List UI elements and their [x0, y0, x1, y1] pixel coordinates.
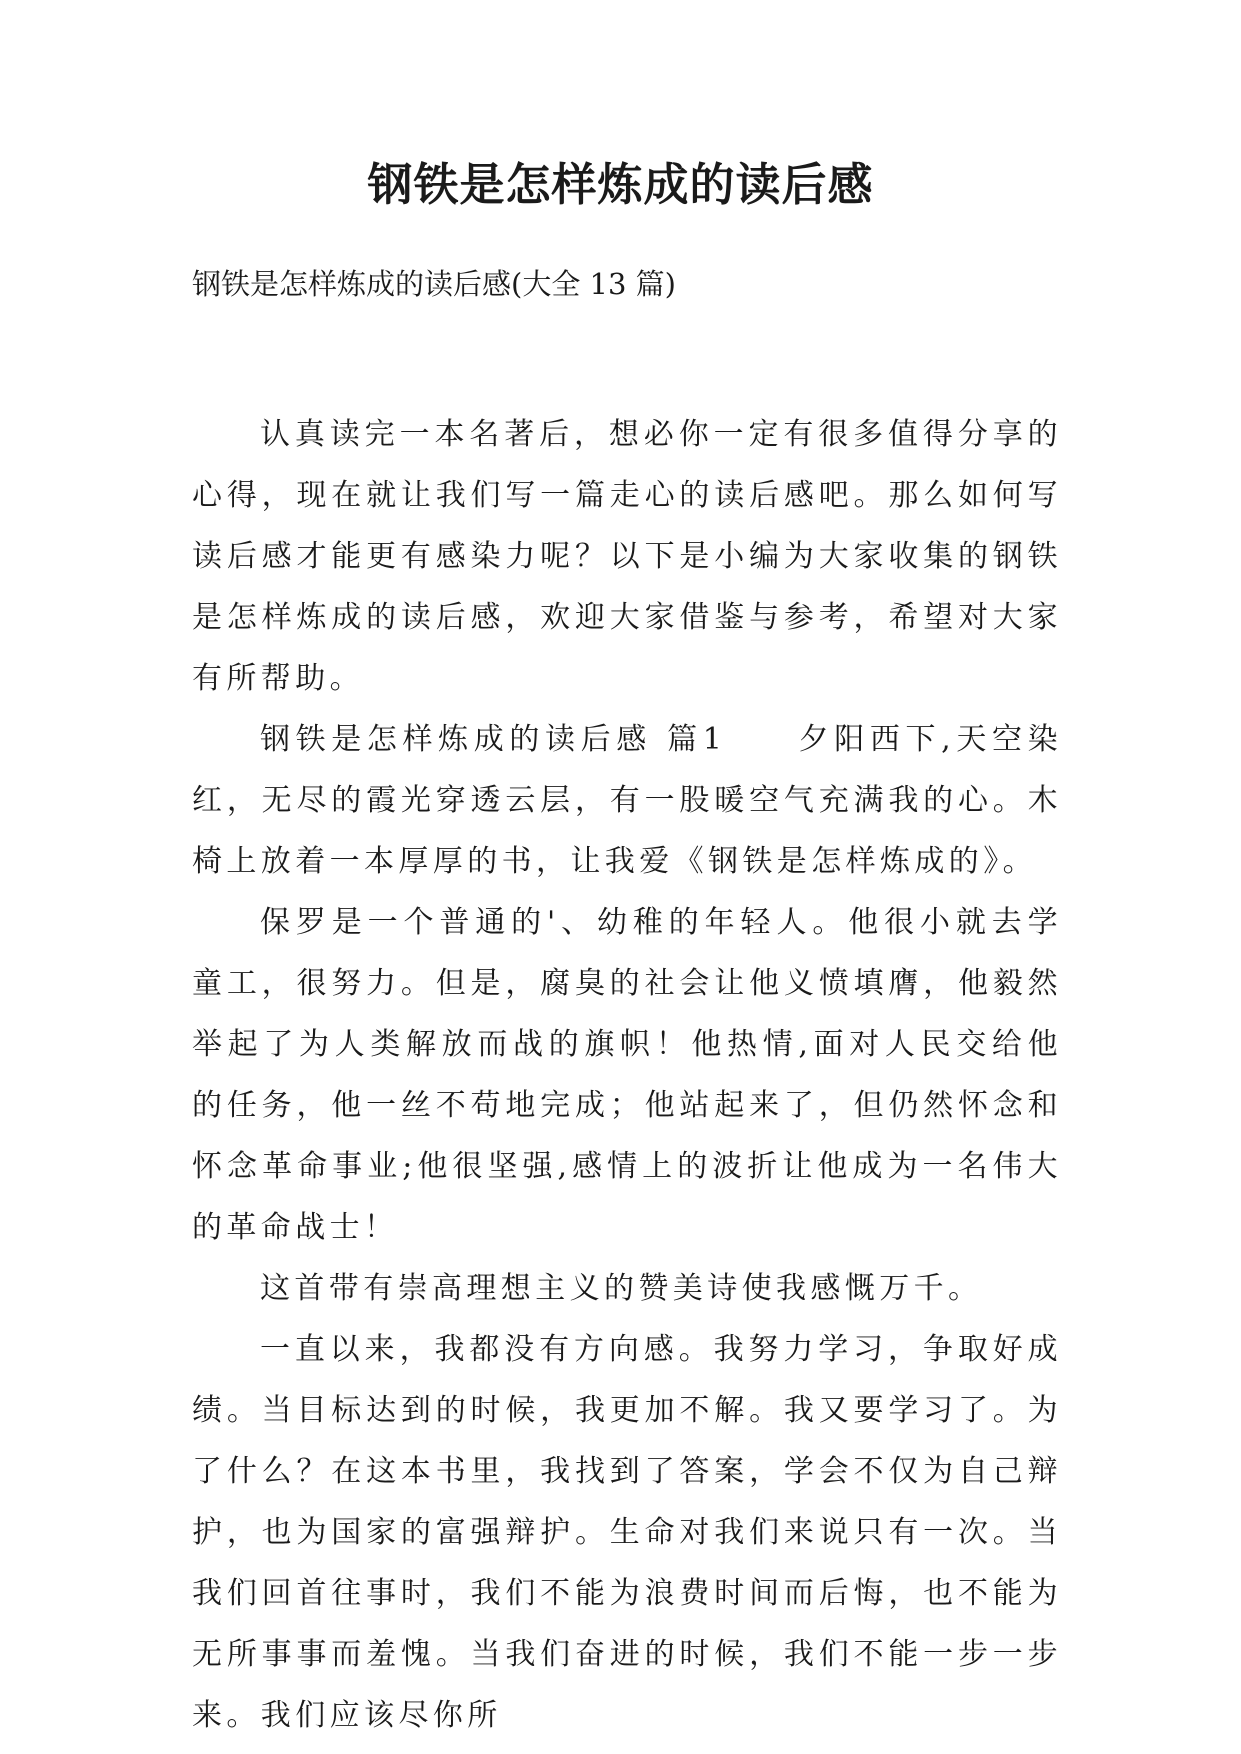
- paragraph-direction: 一直以来，我都没有方向感。我努力学习，争取好成绩。当目标达到的时候，我更加不解。我又要学习了。为了什么？在这本书里，我找到了答案，学会不仅为自己辩护，也为国家的富强辩护。生命对我们来说只有一次。当我们回首往事时，我们不能为浪费时间而后悔，也不能为无所事事而羞愧。当我们奋进的时候，我们不能一步一步来。我们应该尽你所: [192, 1332, 1062, 1733]
- paragraph-section-1-opening: 钢铁是怎样炼成的读后感 篇1 夕阳西下,天空染红，无尽的霞光穿透云层，有一股暖空气充满我的心。木椅上放着一本厚厚的书，让我爱《钢铁是怎样炼成的》。: [192, 722, 1062, 879]
- document-subtitle: 钢铁是怎样炼成的读后感(大全 13 篇): [192, 267, 676, 301]
- document-title: 钢铁是怎样炼成的读后感: [367, 158, 874, 211]
- document-body: [192, 404, 1062, 1746]
- paragraph-paul: 保罗是一个普通的'、幼稚的年轻人。他很小就去学童工，很努力。但是，腐臭的社会让他义愤填膺，他毅然举起了为人类解放而战的旗帜！他热情,面对人民交给他的任务，他一丝不苟地完成；他站起来了，但仍然怀念和怀念革命事业;他很坚强,感情上的波折让他成为一名伟大的革命战士！: [192, 905, 1062, 1245]
- paragraph-intro: 认真读完一本名著后，想必你一定有很多值得分享的心得，现在就让我们写一篇走心的读后感吧。那么如何写读后感才能更有感染力呢？以下是小编为大家收集的钢铁是怎样炼成的读后感，欢迎大家借鉴与参考，希望对大家有所帮助。: [192, 417, 1062, 696]
- paragraph-reflection: 这首带有崇高理想主义的赞美诗使我感慨万千。: [260, 1271, 983, 1306]
